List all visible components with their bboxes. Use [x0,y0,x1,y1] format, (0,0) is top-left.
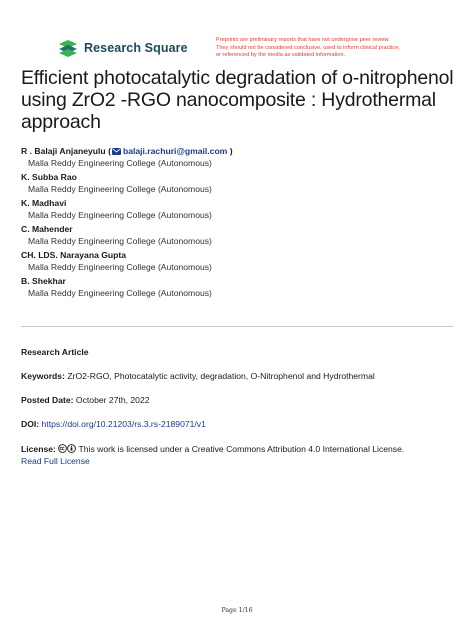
author-affiliation: Malla Reddy Engineering College (Autonomous) [28,262,212,272]
author-affiliation: Malla Reddy Engineering College (Autonomous) [28,184,212,194]
author-entry [21,172,461,195]
envelope-icon [112,148,121,155]
posted-date-label: Posted Date: [21,395,74,405]
research-square-logo-icon [57,38,79,58]
brand-name: Research Square [84,41,188,55]
author-name: R . Balaji Anjaneyulu [21,146,106,156]
preprint-disclaimer [216,37,446,60]
page-number: Page 1/16 [221,607,253,614]
doi-label: DOI: [21,419,40,429]
author-list [21,146,461,302]
doi-row [21,418,461,430]
attribution-icon [67,444,76,453]
author-name: CH. LDS. Narayana Gupta [21,250,127,260]
author-entry [21,250,461,273]
email-open-paren: ( [108,146,111,156]
article-type: Research Article [21,347,89,357]
author-affiliation: Malla Reddy Engineering College (Autonomous) [28,236,212,246]
author-entry [21,198,461,221]
license-label: License: [21,444,56,454]
creative-commons-icon [58,444,67,453]
author-name: B. Shekhar [21,276,66,286]
license-text: This work is licensed under a Creative Commons Attribution 4.0 International License. [78,444,405,454]
disclaimer-line: or referenced by the media as validated information. [216,52,346,59]
disclaimer-line: Preprints are preliminary reports that have not undergone peer review. [216,37,390,43]
posted-date-value: October 27th, 2022 [75,395,150,405]
author-affiliation: Malla Reddy Engineering College (Autonomous) [28,288,212,298]
research-square-logo[interactable] [57,38,188,58]
keywords-row [21,370,461,382]
author-name: K. Madhavi [21,198,67,208]
author-entry [21,146,461,169]
author-affiliation: Malla Reddy Engineering College (Autonomous) [28,210,212,220]
doi-link[interactable]: https://doi.org/10.21203/rs.3.rs-2189071/v1 [41,419,206,429]
keywords-value: ZrO2-RGO, Photocatalytic activity, degradation, O-Nitrophenol and Hydrothermal [67,371,375,381]
read-full-license-link[interactable]: Read Full License [21,456,90,466]
keywords-label: Keywords: [21,371,65,381]
author-affiliation: Malla Reddy Engineering College (Autonomous) [28,158,212,168]
author-entry [21,276,461,299]
paper-title: Efficient photocatalytic degradation of o-nitrophenol using ZrO2 -RGO nanocomposite : Hydrothermal approach [21,67,454,133]
author-entry [21,224,461,247]
email-close-paren: ) [229,146,233,156]
posted-date-row [21,394,461,406]
section-divider [21,326,453,327]
author-email-link[interactable]: balaji.rachuri@gmail.com [122,146,228,156]
author-name: K. Subba Rao [21,172,77,182]
license-row [21,443,461,467]
author-name: C. Mahender [21,224,73,234]
disclaimer-line: They should not be considered conclusive, used to inform clinical practice, [216,44,400,51]
